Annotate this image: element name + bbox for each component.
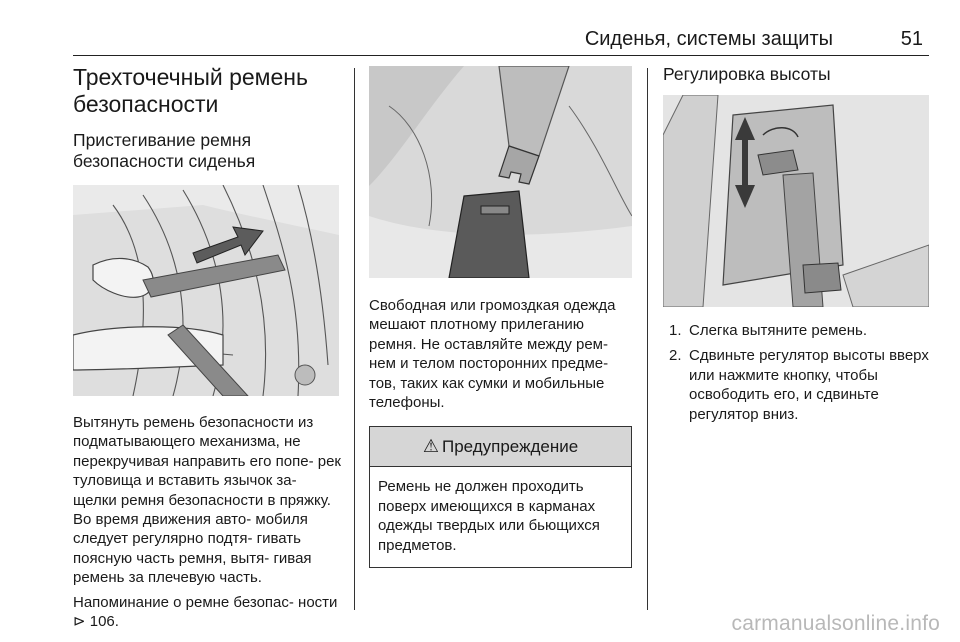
body-paragraph: Свободная или громоздкая одежда мешают плотному прилеганию ремня. Не оставляйте между рем- нем и телом посторонних предме- тов, таких как сумки и мобильные телефоны.	[369, 297, 616, 412]
column-divider	[647, 68, 648, 610]
height-adjuster-illustration	[663, 95, 929, 307]
section-title: Сиденья, системы защиты	[584, 28, 833, 50]
xref-page-link[interactable]: 106.	[89, 613, 119, 631]
body-paragraph: Вытянуть ремень безопасности из подматывающего механизма, не перекручивая направить его попе- рек туловища и вставить язычок за- щелки ремня безопасности в пряжку. Во время движения авто- мобиля следует регулярно подтя- гивать поясную часть ремня, вытя- гивая ремень за плечевую часть.	[73, 414, 341, 587]
arrow-reference-icon: ⊳	[73, 613, 86, 631]
warning-box	[369, 426, 632, 568]
subsection-heading: Пристегивание ремня безопасности сиденья	[73, 130, 256, 171]
instruction-steps	[663, 321, 929, 424]
body-paragraph	[73, 593, 341, 632]
seatbelt-fastening-illustration	[73, 185, 339, 396]
warning-title: Предупреждение	[441, 436, 579, 456]
section-heading: Трехточечный ремень безопасности	[73, 64, 308, 117]
column-2	[369, 64, 632, 568]
warning-triangle-icon: ⚠	[422, 436, 439, 457]
warning-header	[370, 427, 631, 467]
warning-text: Ремень не должен проходить поверх имеющихся в карманах одежды твердых или бьющихся предметов.	[378, 478, 600, 554]
watermark: carmanualsonline.info	[731, 612, 940, 635]
list-item: 2. Сдвиньте регулятор высоты вверх или нажмите кнопку, чтобы освободить его, и сдвиньте регулятор вниз.	[669, 347, 929, 423]
column-3	[663, 64, 929, 430]
section-heading: Регулировка высоты	[663, 64, 831, 84]
column-divider	[354, 68, 355, 610]
buckle-illustration	[369, 66, 632, 278]
list-item: 1. Слегка вытяните ремень.	[669, 322, 868, 339]
column-1	[73, 64, 341, 631]
reminder-text: Напоминание о ремне безопас- ности	[73, 593, 338, 611]
page-header	[73, 26, 929, 56]
page-number: 51	[900, 28, 923, 50]
